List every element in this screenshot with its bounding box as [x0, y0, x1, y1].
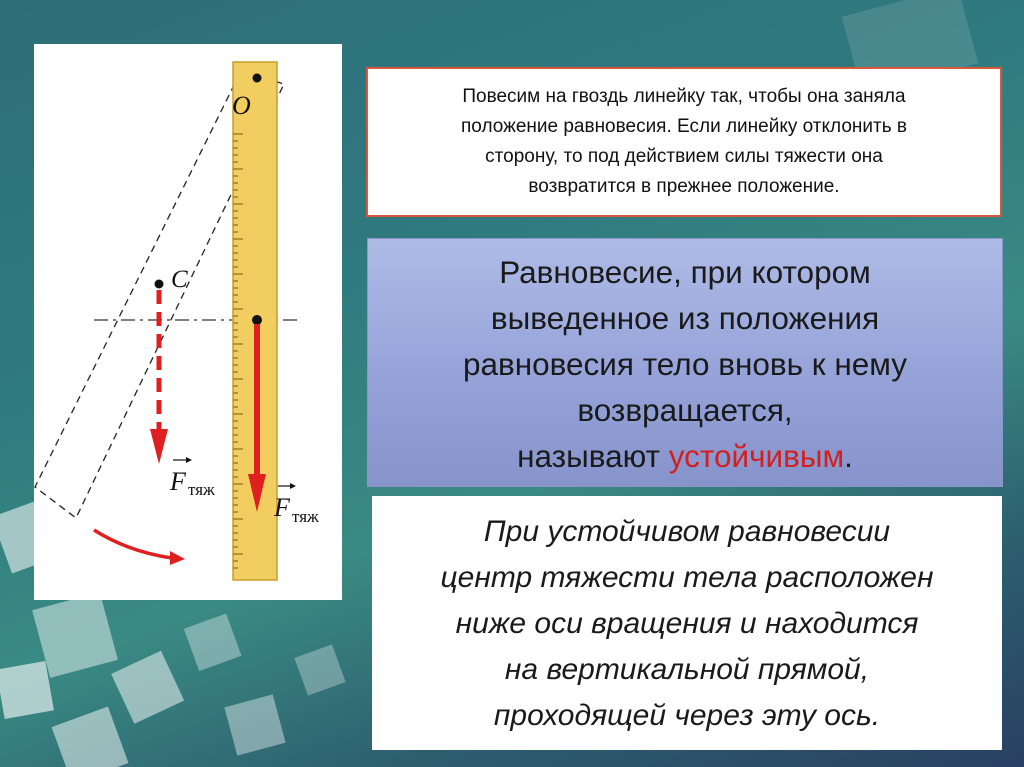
- svg-text:F: F: [274, 493, 290, 522]
- rotation-arrow: [94, 530, 172, 558]
- note-line-1: При устойчивом равновесии: [483, 515, 891, 548]
- label-o: O: [232, 91, 251, 120]
- note-line-2: центр тяжести тела расположен: [440, 561, 934, 594]
- center-c-point: [155, 280, 164, 289]
- definition-prefix: называют: [517, 438, 669, 474]
- pivot-point: [253, 74, 262, 83]
- svg-text:тяж: тяж: [292, 507, 319, 526]
- svg-text:тяж: тяж: [188, 480, 215, 499]
- intro-line-1: Повесим на гвоздь линейку так, чтобы она заняла: [462, 86, 906, 107]
- definition-line-2: выведенное из положения: [490, 300, 880, 336]
- center-of-mass-point: [252, 315, 262, 325]
- definition-line-4: возвращается,: [577, 392, 793, 428]
- svg-text:F: F: [170, 467, 186, 496]
- force-label-left: [169, 457, 215, 499]
- deflected-force-arrow-head: [150, 429, 168, 464]
- intro-line-4: возвратится в прежнее положение.: [528, 176, 840, 197]
- intro-text-box: [366, 67, 1002, 217]
- definition-line-1: Равновесие, при котором: [499, 254, 871, 290]
- definition-suffix: .: [844, 438, 853, 474]
- ruler-diagram: [34, 44, 342, 600]
- definition-box: [367, 238, 1003, 487]
- note-line-4: на вертикальной прямой,: [504, 653, 870, 686]
- force-label-right: [273, 483, 319, 526]
- label-c: C: [171, 266, 188, 293]
- stable-equilibrium-note: [372, 496, 1002, 750]
- intro-line-3: сторону, то под действием силы тяжести она: [485, 146, 883, 167]
- note-line-5: проходящей через эту ось.: [493, 699, 881, 732]
- definition-line-5: [368, 433, 1002, 479]
- intro-line-2: положение равновесия. Если линейку отклонить в: [461, 116, 907, 137]
- note-line-3: ниже оси вращения и находится: [455, 607, 919, 640]
- rotation-arrow-head: [170, 551, 185, 565]
- ruler-figure: [34, 44, 342, 600]
- definition-term: устойчивым: [668, 438, 845, 474]
- definition-line-3: равновесия тело вновь к нему: [462, 346, 908, 382]
